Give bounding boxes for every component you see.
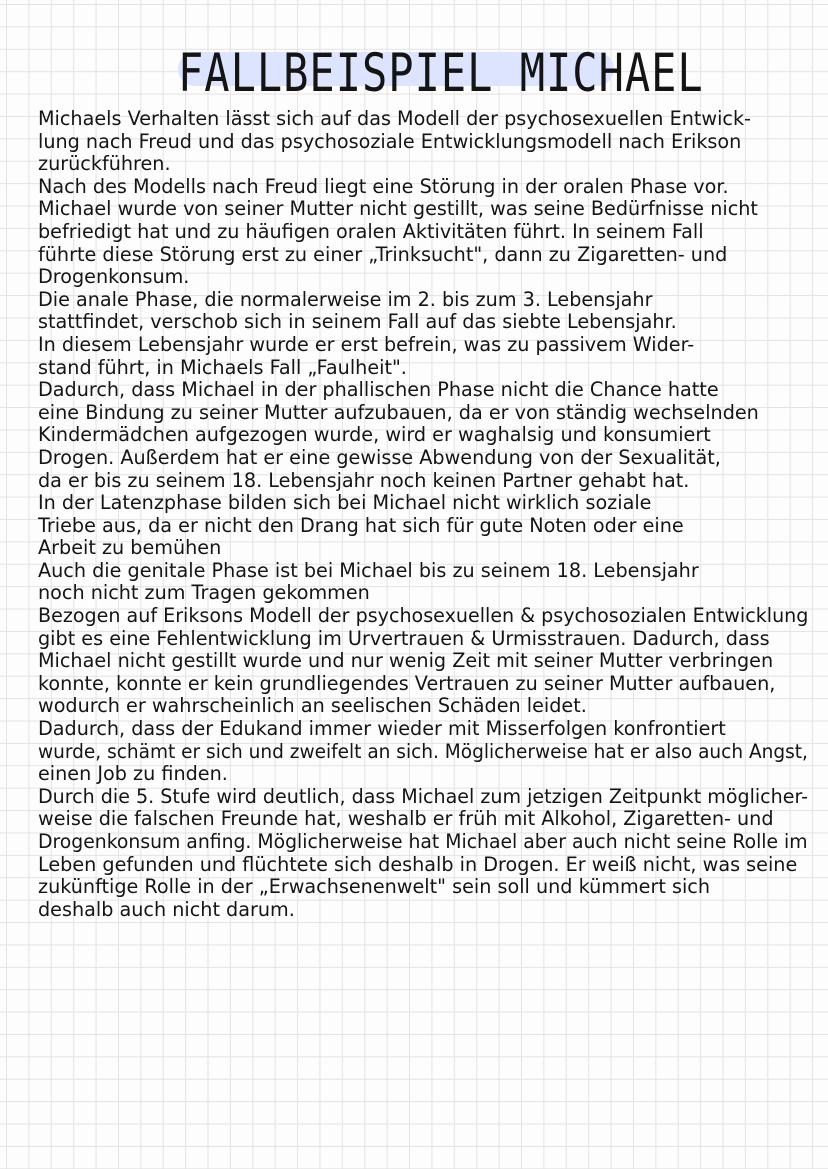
- text-line: befriedigt hat und zu häufigen oralen Aktivitäten führt. In seinem Fall: [38, 219, 704, 243]
- text-line: Leben gefunden und flüchtete sich deshalb in Drogen. Er weiß nicht, was seine: [38, 852, 798, 876]
- text-line: Nach des Modells nach Freud liegt eine Störung in der oralen Phase vor.: [38, 174, 729, 198]
- text-line: Drogen. Außerdem hat er eine gewisse Abwendung von der Sexualität,: [38, 445, 721, 469]
- handwritten-text: [38, 108, 818, 921]
- text-line: Michael wurde von seiner Mutter nicht gestillt, was seine Bedürfnisse nicht: [38, 197, 758, 221]
- text-line: eine Bindung zu seiner Mutter aufzubauen, da er von ständig wechselnden: [38, 400, 759, 424]
- text-line: Triebe aus, da er nicht den Drang hat sich für gute Noten oder eine: [38, 513, 684, 537]
- text-line: Dadurch, dass der Edukand immer wieder mit Misserfolgen konfrontiert: [38, 717, 726, 741]
- text-line: zurückführen.: [38, 152, 171, 176]
- text-line: Michael nicht gestillt wurde und nur wenig Zeit mit seiner Mutter verbringen: [38, 649, 774, 673]
- text-line: Bezogen auf Eriksons Modell der psychosexuellen & psychosozialen Entwicklung: [38, 604, 809, 628]
- text-line: deshalb auch nicht darum.: [38, 897, 295, 921]
- text-line: zukünftige Rolle in der „Erwachsenenwelt" sein soll und kümmert sich: [38, 875, 710, 899]
- text-line: Drogenkonsum anfing. Möglicherweise hat Michael aber auch nicht seine Rolle im: [38, 830, 808, 853]
- text-line: weise die falschen Freunde hat, weshalb er früh mit Alkohol, Zigaretten- und: [38, 807, 774, 831]
- text-line: Drogenkonsum.: [38, 265, 190, 289]
- text-line: In der Latenzphase bilden sich bei Michael nicht wirklich soziale: [38, 491, 652, 515]
- text-line: Die anale Phase, die normalerweise im 2. bis zum 3. Lebensjahr: [38, 287, 653, 311]
- text-line: Kindermädchen aufgezogen wurde, wird er waghalsig und konsumiert: [38, 423, 711, 447]
- text-line: Michaels Verhalten lässt sich auf das Modell der psychosexuellen Entwick-: [38, 107, 751, 130]
- text-line: wurde, schämt er sich und zweifelt an sich. Möglicherweise hat er also auch Angst,: [38, 739, 808, 763]
- text-line: In diesem Lebensjahr wurde er erst befrein, was zu passivem Wider-: [38, 332, 695, 356]
- text-line: Auch die genitale Phase ist bei Michael bis zu seinem 18. Lebensjahr: [38, 558, 699, 582]
- text-line: einen Job zu finden.: [38, 762, 228, 786]
- title-block: [178, 38, 704, 104]
- text-line: führte diese Störung erst zu einer „Trinksucht", dann zu Zigaretten- und: [38, 242, 728, 266]
- text-line: Durch die 5. Stufe wird deutlich, dass Michael zum jetzigen Zeitpunkt möglicher-: [38, 784, 808, 808]
- text-line: stattfindet, verschob sich in seinem Fall auf das siebte Lebensjahr.: [38, 310, 677, 334]
- text-line: lung nach Freud und das psychosoziale Entwicklungsmodell nach Erikson: [38, 129, 742, 153]
- text-line: gibt es eine Fehlentwicklung im Urvertrauen & Urmisstrauen. Dadurch, dass: [38, 626, 770, 650]
- text-line: da er bis zu seinem 18. Lebensjahr noch keinen Partner gehabt hat.: [38, 468, 690, 492]
- text-line: stand führt, in Michaels Fall „Faulheit".: [38, 355, 407, 379]
- page-title: FALLBEISPIEL MICHAEL: [178, 42, 704, 104]
- text-line: Arbeit zu bemühen: [38, 536, 222, 560]
- text-line: noch nicht zum Tragen gekommen: [38, 581, 370, 605]
- text-line: wodurch er wahrscheinlich an seelischen Schäden leidet.: [38, 694, 587, 718]
- text-line: konnte, konnte er kein grundliegendes Vertrauen zu seiner Mutter aufbauen,: [38, 671, 776, 695]
- text-line: Dadurch, dass Michael in der phallischen Phase nicht die Chance hatte: [38, 378, 719, 402]
